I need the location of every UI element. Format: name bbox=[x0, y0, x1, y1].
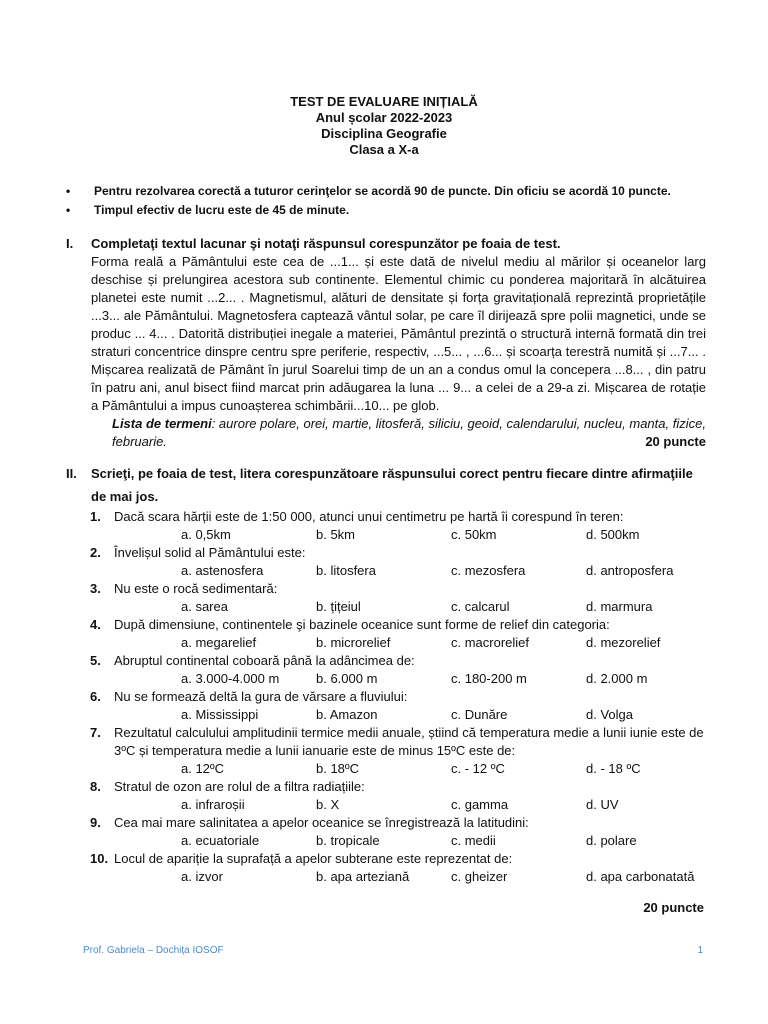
answer-option: d. polare bbox=[586, 833, 637, 848]
page-footer bbox=[83, 945, 703, 956]
section-2 bbox=[66, 462, 706, 886]
section-2-heading bbox=[66, 462, 706, 508]
answer-options bbox=[90, 760, 706, 778]
answer-option: d. 2.000 m bbox=[586, 671, 648, 686]
answer-option: a. Mississippi bbox=[181, 707, 259, 722]
cloze-text: Forma reală a Pământului este cea de ...1... și este dată de nivelul mediu al mărilor și oceanelor larg deschise și prelungirea acestora sub continente. Elementul chimic cu ponderea majoritară în alcătuirea planetei este numit ...2... . Magnetismul, alături de densitate și forța gravitațională reprezintă proprietățile ...3... ale Pământului. Magnetosfera captează vântul solar, pe care îl dirijează spre polii magnetici, unde se produc ... 4... . Datorită distribuției inegale a materiei, Pământul prezintă o structură internă formată din trei straturi concentrice dinspre centru spre periferie, respectiv, ...5... , ...6... și scoarța terestră numită și ...7... . Mișcarea realizată de Pământ în jurul Soarelui timp de un an a condus omul la concepera ...8... , din patru în patru ani, anul bisect fiind marcat prin adăugarea la luna ... 9... a celei de a 29-a zi. Mișcarea de rotație a Pământului a impus cunoașterea schimbării...10... pe glob. bbox=[91, 254, 706, 413]
question-text: Stratul de ozon are rolul de a filtra radiațiile: bbox=[114, 779, 365, 794]
answer-option: c. gheizer bbox=[451, 869, 508, 884]
answer-option: c. - 12 ºC bbox=[451, 761, 505, 776]
answer-options bbox=[90, 832, 706, 850]
answer-option: d. antroposfera bbox=[586, 563, 674, 578]
section-title: Scrieţi, pe foaia de test, litera corespunzătoare răspunsului corect pentru fiecare dintre afirmaţiile de mai jos. bbox=[91, 466, 693, 504]
answer-option: c. 50km bbox=[451, 527, 497, 542]
question-number: 6. bbox=[90, 689, 101, 704]
section-1-heading bbox=[66, 235, 706, 253]
question-number: 2. bbox=[90, 545, 101, 560]
answer-option: c. calcarul bbox=[451, 599, 510, 614]
school-year: Anul școlar 2022-2023 bbox=[315, 110, 453, 125]
question-number: 8. bbox=[90, 779, 101, 794]
question-text: Nu este o rocă sedimentară: bbox=[114, 581, 278, 596]
answer-option: b. microrelief bbox=[316, 635, 391, 650]
answer-option: a. 3.000-4.000 m bbox=[181, 671, 280, 686]
question-item bbox=[90, 814, 706, 832]
rule-item bbox=[66, 182, 706, 201]
question-item bbox=[90, 544, 706, 562]
rules-list bbox=[66, 182, 706, 220]
answer-option: a. 0,5km bbox=[181, 527, 231, 542]
answer-option: a. megarelief bbox=[181, 635, 257, 650]
question-number: 3. bbox=[90, 581, 101, 596]
question-number: 7. bbox=[90, 725, 101, 740]
answer-option: d. Volga bbox=[586, 707, 633, 722]
answer-option: b. 6.000 m bbox=[316, 671, 378, 686]
answer-option: b. 5km bbox=[316, 527, 356, 542]
answer-option: c. gamma bbox=[451, 797, 509, 812]
question-text: După dimensiune, continentele şi bazinele oceanice sunt forme de relief din categoria: bbox=[114, 617, 610, 632]
question-text: Nu se formează deltă la gura de vărsare a fluviului: bbox=[114, 689, 408, 704]
answer-option: a. sarea bbox=[181, 599, 228, 614]
terms-second-line: februarie. bbox=[112, 434, 167, 449]
discipline: Disciplina Geografie bbox=[321, 126, 447, 141]
answer-options bbox=[90, 706, 706, 724]
page-number: 1 bbox=[697, 945, 703, 956]
answer-option: b. tropicale bbox=[316, 833, 380, 848]
section-number: I. bbox=[66, 236, 74, 251]
question-number: 5. bbox=[90, 653, 101, 668]
question-text: Abruptul continental coboară până la adâncimea de: bbox=[114, 653, 415, 668]
answer-option: d. mezorelief bbox=[586, 635, 661, 650]
answer-option: a. infraroșii bbox=[181, 797, 245, 812]
title-block bbox=[0, 94, 768, 158]
section-2-points: 20 puncte bbox=[643, 900, 704, 915]
rule-text: Timpul efectiv de lucru este de 45 de minute. bbox=[94, 203, 350, 217]
question-text: Cea mai mare salinitatea a apelor oceanice se înregistrează la latitudini: bbox=[114, 815, 529, 830]
answer-option: b. 18ºC bbox=[316, 761, 360, 776]
question-text: Învelișul solid al Pământului este: bbox=[114, 545, 306, 560]
question-number: 10. bbox=[90, 851, 109, 866]
answer-option: c. medii bbox=[451, 833, 496, 848]
question-number: 9. bbox=[90, 815, 101, 830]
section-1-points: 20 puncte bbox=[645, 434, 706, 449]
bullet-icon: • bbox=[66, 184, 71, 198]
bullet-icon: • bbox=[66, 203, 71, 217]
answer-option: c. macrorelief bbox=[451, 635, 530, 650]
answer-options bbox=[90, 670, 706, 688]
terms-list bbox=[66, 415, 706, 433]
answer-option: c. 180-200 m bbox=[451, 671, 527, 686]
question-number: 1. bbox=[90, 509, 101, 524]
answer-options bbox=[90, 562, 706, 580]
answer-option: a. ecuatoriale bbox=[181, 833, 260, 848]
answer-options bbox=[90, 598, 706, 616]
question-list bbox=[66, 508, 706, 886]
answer-option: a. izvor bbox=[181, 869, 223, 884]
terms-second-row bbox=[66, 433, 706, 451]
class-level: Clasa a X-a bbox=[349, 142, 419, 157]
answer-option: b. Amazon bbox=[316, 707, 378, 722]
question-item bbox=[90, 616, 706, 634]
answer-option: d. apa carbonatată bbox=[586, 869, 695, 884]
answer-option: d. UV bbox=[586, 797, 619, 812]
section-number: II. bbox=[66, 466, 77, 481]
answer-option: b. apa arteziană bbox=[316, 869, 410, 884]
question-item bbox=[90, 508, 706, 526]
answer-option: a. 12ºC bbox=[181, 761, 225, 776]
answer-option: d. marmura bbox=[586, 599, 653, 614]
question-item bbox=[90, 580, 706, 598]
answer-options bbox=[90, 796, 706, 814]
rule-item bbox=[66, 201, 706, 220]
answer-options bbox=[90, 634, 706, 652]
answer-option: a. astenosfera bbox=[181, 563, 264, 578]
answer-option: c. mezosfera bbox=[451, 563, 526, 578]
question-number: 4. bbox=[90, 617, 101, 632]
terms-label: Lista de termeni bbox=[112, 416, 212, 431]
question-text: Rezultatul calculului amplitudinii termice medii anuale, știind că temperatura medie a lunii iunie este de 3ºC și temperatura medie a lunii ianuarie este de minus 15ºC este de: bbox=[114, 725, 704, 758]
section-1 bbox=[66, 235, 706, 451]
answer-option: b. X bbox=[316, 797, 340, 812]
answer-options bbox=[90, 526, 706, 544]
question-item bbox=[90, 850, 706, 868]
question-item bbox=[90, 724, 706, 760]
question-item bbox=[90, 652, 706, 670]
answer-option: d. - 18 ºC bbox=[586, 761, 641, 776]
answer-options bbox=[90, 868, 706, 886]
question-text: Dacă scara hărții este de 1:50 000, atunci unui centimetru pe hartă îi corespund în teren: bbox=[114, 509, 624, 524]
question-item bbox=[90, 778, 706, 796]
answer-option: c. Dunăre bbox=[451, 707, 508, 722]
footer-author: Prof. Gabriela – Dochița IOSOF bbox=[83, 945, 224, 956]
question-text: Locul de apariție la suprafață a apelor subterane este reprezentat de: bbox=[114, 851, 513, 866]
terms-first-line: : aurore polare, orei, martie, litosferă, siliciu, geoid, calendarului, nucleu, manta, fizice, bbox=[211, 416, 706, 431]
section-title: Completaţi textul lacunar şi notaţi răspunsul corespunzător pe foaia de test. bbox=[91, 236, 561, 251]
answer-option: b. litosfera bbox=[316, 563, 376, 578]
question-item bbox=[90, 688, 706, 706]
test-title: TEST DE EVALUARE INIȚIALĂ bbox=[290, 94, 478, 109]
answer-option: d. 500km bbox=[586, 527, 640, 542]
answer-option: b. țițeiul bbox=[316, 599, 361, 614]
rule-text: Pentru rezolvarea corectă a tuturor cerinţelor se acordă 90 de puncte. Din oficiu se acordă 10 puncte. bbox=[94, 184, 671, 198]
